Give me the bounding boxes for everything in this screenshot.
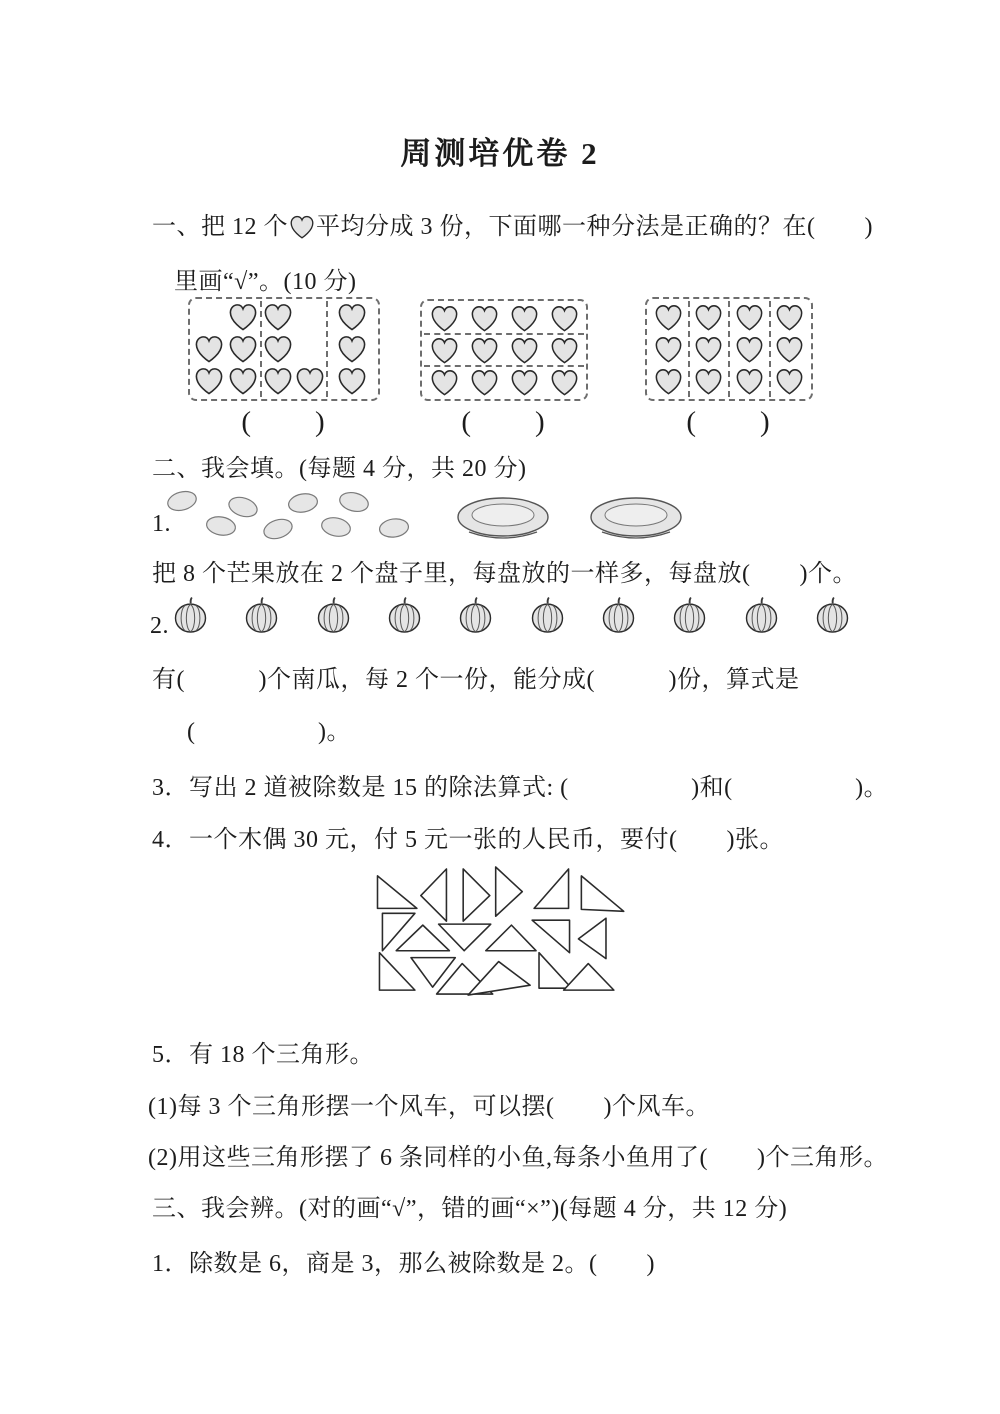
heart-cell	[544, 335, 584, 365]
heart-icon	[654, 304, 683, 331]
heart-cell	[192, 333, 226, 365]
heart-icon	[510, 369, 539, 396]
empty-cell	[294, 333, 326, 365]
heart-cell	[262, 365, 294, 397]
heart-icon	[263, 335, 293, 363]
heart-cell	[730, 333, 769, 365]
s2-item4-text: 4．一个木偶 30 元，付 5 元一张的人民币，要付( )张。	[152, 827, 784, 853]
heart-cell	[226, 365, 260, 397]
mango-icon	[261, 517, 295, 546]
pumpkin-icon	[600, 596, 637, 639]
pumpkin-icon	[172, 596, 209, 639]
triangle-shape	[486, 925, 536, 951]
heart-cell	[771, 301, 810, 333]
heart-cell	[226, 301, 260, 333]
heart-icon	[194, 367, 224, 395]
heart-icon	[194, 335, 224, 363]
heart-icon	[694, 304, 723, 331]
heart-icon	[694, 368, 723, 395]
heart-cell	[464, 335, 504, 365]
q1-option-2-answer-paren: ( )	[461, 406, 547, 438]
s2-item2-line2: ( )。	[187, 719, 351, 745]
mango-icon	[204, 514, 238, 543]
heart-cell	[464, 303, 504, 333]
mango-icon	[319, 515, 353, 544]
heart-icon	[337, 303, 367, 331]
heart-cell	[771, 333, 810, 365]
mango-icon	[286, 491, 320, 520]
s2-item5-sub1: (1)每 3 个三角形摆一个风车，可以摆( )个风车。	[148, 1094, 710, 1120]
heart-icon	[289, 215, 315, 246]
heart-cell	[730, 365, 769, 397]
heart-cell	[649, 333, 688, 365]
heart-cell	[464, 367, 504, 397]
q1-option-1-diagram	[188, 297, 380, 401]
heart-cell	[262, 333, 294, 365]
heart-cell	[690, 333, 729, 365]
heart-cell	[504, 367, 544, 397]
triangle-shape	[539, 953, 572, 988]
heart-cell	[262, 301, 294, 333]
heart-cell	[690, 365, 729, 397]
heart-cell	[328, 301, 376, 333]
page-title: 周测培优卷 2	[400, 136, 600, 171]
heart-cell	[328, 333, 376, 365]
heart-cell	[424, 303, 464, 333]
heart-cell	[504, 303, 544, 333]
heart-cell	[690, 301, 729, 333]
heart-cell	[544, 303, 584, 333]
heart-group	[769, 301, 810, 397]
heart-group	[192, 301, 260, 397]
heart-group	[424, 333, 584, 365]
heart-icon	[228, 367, 258, 395]
heart-icon	[289, 215, 315, 239]
triangle-shape	[578, 918, 606, 958]
heart-icon	[470, 337, 499, 364]
triangle-shape	[379, 953, 414, 990]
pumpkin-icon	[315, 596, 352, 639]
heart-icon	[470, 305, 499, 332]
s2-item2-line1: 有( )个南瓜，每 2 个一份，能分成( )份，算式是	[152, 667, 800, 693]
heart-icon	[263, 303, 293, 331]
heart-group	[728, 301, 769, 397]
heart-cell	[424, 335, 464, 365]
heart-icon	[694, 336, 723, 363]
heart-icon	[775, 336, 804, 363]
heart-icon	[430, 369, 459, 396]
q1-option-3-diagram	[645, 297, 813, 401]
pumpkin-icon	[243, 596, 280, 639]
triangle-shape	[564, 964, 614, 991]
empty-cell	[294, 301, 326, 333]
plate-icon	[455, 492, 551, 549]
heart-icon	[550, 369, 579, 396]
empty-cell	[192, 301, 226, 333]
triangle-shape	[581, 876, 623, 911]
heart-icon	[775, 304, 804, 331]
heart-cell	[192, 365, 226, 397]
s2-item5-sub2: (2)用这些三角形摆了 6 条同样的小鱼,每条小鱼用了( )个三角形。	[148, 1145, 888, 1171]
heart-cell	[544, 367, 584, 397]
heart-group	[688, 301, 729, 397]
heart-group	[424, 303, 584, 333]
mango-icon	[165, 489, 199, 518]
heart-cell	[504, 335, 544, 365]
heart-icon	[430, 305, 459, 332]
heart-icon	[228, 303, 258, 331]
triangles-figure	[345, 858, 670, 1008]
heart-icon	[654, 368, 683, 395]
triangle-shape	[463, 869, 490, 921]
s2-item1-text: 把 8 个芒果放在 2 个盘子里，每盘放的一样多，每盘放( )个。	[152, 561, 857, 587]
heart-cell	[328, 365, 376, 397]
q1-text-line2: 里画“√”。(10 分)	[174, 269, 357, 295]
mangoes-figure	[162, 484, 422, 550]
heart-icon	[228, 335, 258, 363]
s2-item5-intro: 5．有 18 个三角形。	[152, 1042, 374, 1068]
heart-cell	[649, 365, 688, 397]
heart-icon	[430, 337, 459, 364]
heart-icon	[470, 369, 499, 396]
triangle-shape	[421, 869, 447, 921]
q1-option-3-answer-paren: ( )	[686, 406, 772, 438]
section3-heading: 三、我会辨。(对的画“√”，错的画“×”)(每题 4 分，共 12 分)	[152, 1196, 788, 1222]
heart-icon	[295, 367, 325, 395]
pumpkin-icon	[386, 596, 423, 639]
triangle-shape	[532, 920, 569, 953]
heart-icon	[337, 335, 367, 363]
s2-item3-text: 3．写出 2 道被除数是 15 的除法算式: ( )和( )。	[152, 775, 889, 801]
heart-icon	[510, 337, 539, 364]
triangle-shape	[378, 876, 417, 909]
heart-group	[424, 365, 584, 397]
triangle-shape	[534, 869, 568, 908]
mango-icon	[377, 516, 411, 545]
heart-cell	[771, 365, 810, 397]
triangle-shape	[496, 867, 523, 916]
q1-text-suffix: 平均分成 3 份，下面哪一种分法是正确的？在( )	[316, 214, 873, 240]
heart-cell	[730, 301, 769, 333]
heart-cell	[649, 301, 688, 333]
q1-text-line1	[152, 206, 873, 246]
heart-icon	[263, 367, 293, 395]
s3-item1-text: 1．除数是 6，商是 3，那么被除数是 2。( )	[152, 1251, 655, 1277]
heart-cell	[424, 367, 464, 397]
heart-icon	[337, 367, 367, 395]
heart-icon	[654, 336, 683, 363]
heart-group	[326, 301, 376, 397]
q1-text-prefix: 一、把 12 个	[152, 214, 288, 240]
pumpkin-icon	[529, 596, 566, 639]
pumpkins-figure	[172, 596, 852, 636]
heart-icon	[550, 305, 579, 332]
pumpkin-icon	[671, 596, 708, 639]
heart-icon	[735, 368, 764, 395]
heart-icon	[775, 368, 804, 395]
heart-icon	[550, 337, 579, 364]
section2-heading: 二、我会填。(每题 4 分，共 20 分)	[152, 456, 527, 482]
q1-option-1-answer-paren: ( )	[241, 406, 327, 438]
heart-icon	[735, 336, 764, 363]
s2-item1-number: 1.	[152, 511, 171, 537]
pumpkin-icon	[743, 596, 780, 639]
triangle-shape	[439, 924, 491, 951]
heart-group	[649, 301, 688, 397]
triangle-shape	[396, 925, 449, 951]
heart-icon	[735, 304, 764, 331]
heart-cell	[226, 333, 260, 365]
pumpkin-icon	[457, 596, 494, 639]
plate-icon	[588, 492, 684, 549]
heart-group	[260, 301, 326, 397]
pumpkin-icon	[814, 596, 851, 639]
heart-icon	[510, 305, 539, 332]
s2-item2-number: 2.	[150, 613, 169, 639]
q1-option-2-diagram	[420, 299, 588, 401]
heart-cell	[294, 365, 326, 397]
